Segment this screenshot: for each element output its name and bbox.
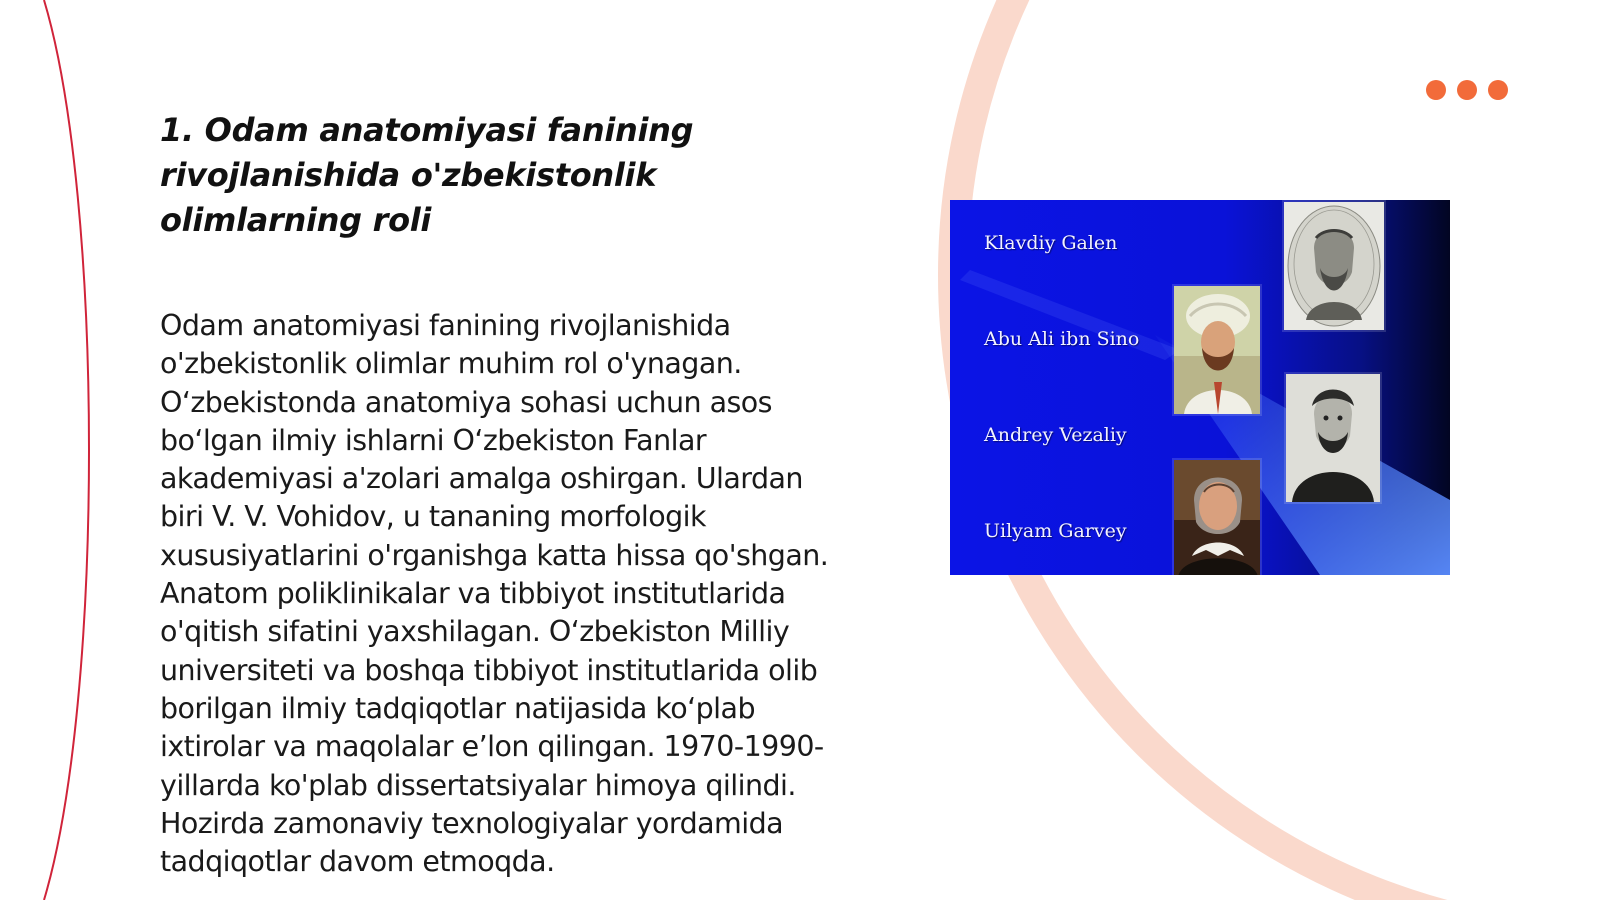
portrait-ibn-sino: [1172, 284, 1262, 416]
slide-title: 1. Odam anatomiyasi fanining rivojlanishida o'zbekistonlik olimlarning roli: [160, 111, 694, 239]
slide-body-text: Odam anatomiyasi fanining rivojlanishida o'zbekistonlik olimlar muhim rol o'ynagan. O‘zbekistonda anatomiya sohasi uchun asos bo‘lgan ilmiy ishlarni O‘zbekiston Fanlar akademiyasi a'zolari amalga oshirgan. Ulardan biri V. V. Vohidov, u tananing morfologik xususiyatlarini o'rganishga katta hissa qo'shgan. Anatom poliklinikalar va tibbiyot institutlarida o'qitish sifatini yaxshilagan. O‘zbekiston Milliy universiteti va boshqa tibbiyot institutlarida olib borilgan ilmiy tadqiqotlar natijasida ko‘plab ixtirolar va maqolalar e’lon qilingan. 1970-1990-yillarda ko'plab dissertatsiyalar himoya qilindi. Hozirda zamonaviy texnologiyalar yordamida tadqiqotlar davom etmoqda.: [160, 309, 829, 879]
dot-icon: [1426, 80, 1446, 100]
name-label: Klavdiy Galen: [984, 232, 1118, 254]
dot-icon: [1488, 80, 1508, 100]
menu-dots: [1426, 80, 1508, 100]
portrait-vezaliy: [1284, 372, 1382, 504]
portrait-galen: [1282, 200, 1386, 332]
name-label: Abu Ali ibn Sino: [984, 328, 1140, 350]
left-red-curve: [44, 0, 89, 900]
dot-icon: [1457, 80, 1477, 100]
name-label: Andrey Vezaliy: [984, 424, 1127, 446]
scientists-image: [950, 200, 1450, 575]
portrait-garvey: [1172, 458, 1262, 575]
name-label: Uilyam Garvey: [984, 520, 1127, 542]
